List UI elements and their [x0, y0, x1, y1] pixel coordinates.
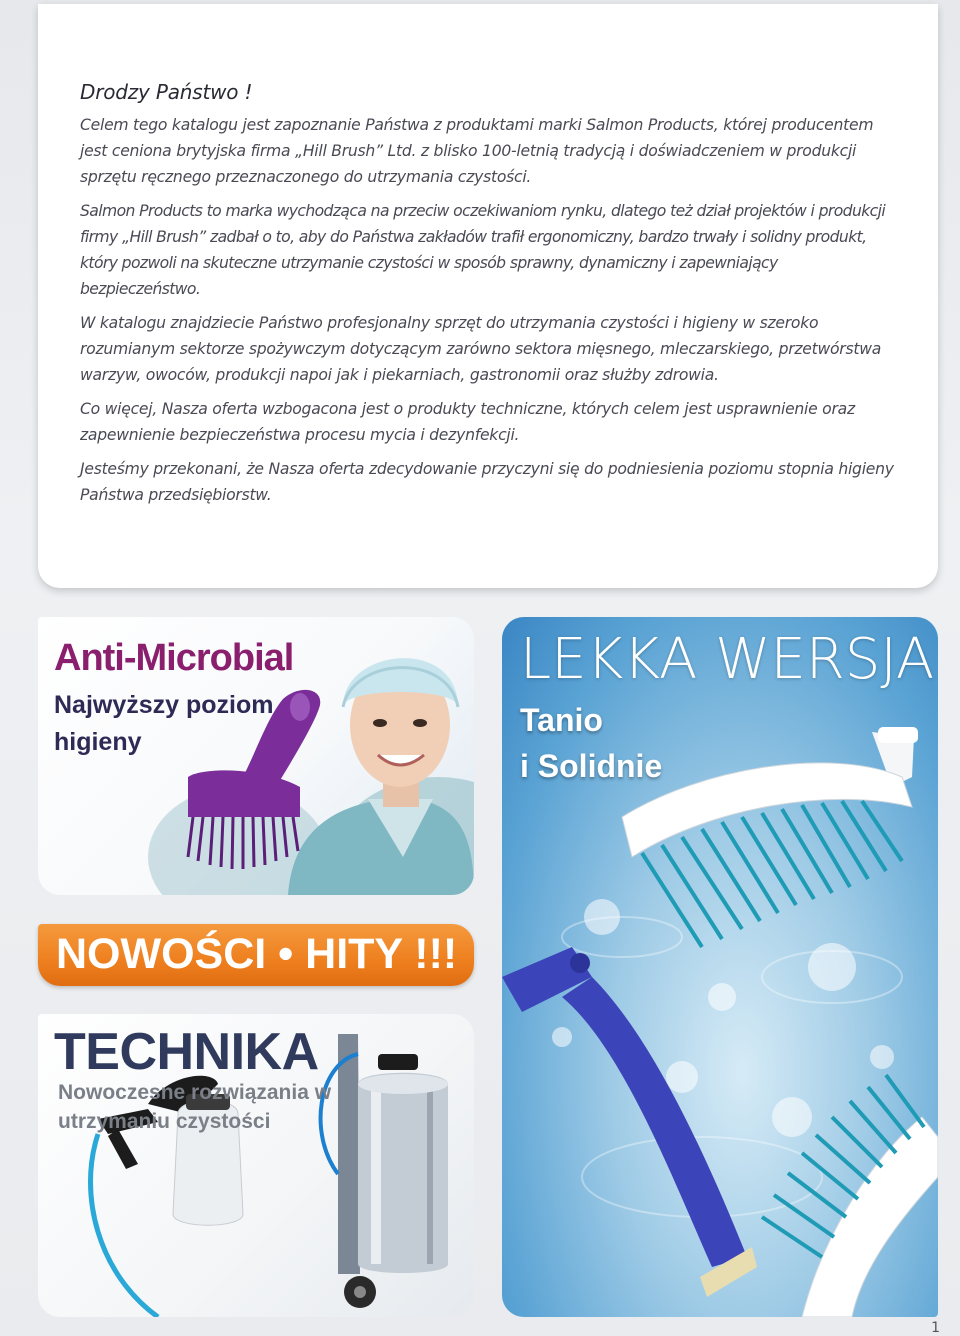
technika-tile[interactable]: [38, 1014, 474, 1317]
lekka-wersja-tile[interactable]: [502, 617, 938, 1317]
nowosci-hity-banner[interactable]: [38, 924, 474, 986]
technika-subtitle: Nowoczesne rozwiązania w utrzymaniu czystości: [58, 1081, 332, 1133]
technika-title: TECHNIKA: [54, 1023, 319, 1081]
letter-paragraph-3: W katalogu znajdziecie Państwo profesjonalny sprzęt do utrzymania czystości i higieny w szeroko rozumianym sektorze spożywczym dotyczącym zarówno sektora mięsnego, mleczarskiego, przetwórstwa warzyw, owoców, produkcji napoi jak i piekarniach, gastronomii oraz służby zdrowia.: [80, 314, 882, 384]
lekka-wersja-subtitle: [520, 697, 662, 789]
letter-paragraph-5: Jesteśmy przekonani, że Nasza oferta zdecydowanie przyczyni się do podniesienia poziomu stopnia higieny Państwa przedsiębiorstw.: [80, 460, 894, 504]
teal-broom-icon: [622, 727, 918, 947]
nowosci-hity-label: NOWOŚCI • HITY !!!: [56, 930, 458, 978]
letter-greeting: Drodzy Państwo !: [80, 80, 253, 104]
letter-paragraph-2: Salmon Products to marka wychodząca na przeciw oczekiwaniom rynku, dlatego też dział projektów i produkcji firmy „Hill Brush” zadbał o to, aby do Państwa zakładów trafił ergonomiczny, bardzo trwały i solidny produkt, który pozwoli na skuteczne utrzymanie czystości w sposób sprawny, dynamiczny i zapewniający bezpieczeństwo.: [80, 202, 886, 298]
letter-paragraph-4: Co więcej, Nasza oferta wzbogacona jest o produkty techniczne, których celem jest usprawnienie oraz zapewnienie bezpieczeństwa procesu mycia i dezynfekcji.: [80, 400, 855, 444]
lekka-wersja-title: LEKKA WERSJA: [520, 627, 935, 692]
intro-letter-card: [38, 4, 938, 588]
page-number: 1: [931, 1320, 940, 1336]
stainless-tank-icon: [321, 1034, 448, 1308]
letter-paragraph-1: Celem tego katalogu jest zapoznanie Państwa z produktami marki Salmon Products, której producentem jest ceniona brytyjska firma „Hill Brush” Ltd. z blisko 100-letnią tradycją i doświadczeniem w produkcji sprzętu ręcznego przeznaczonego do utrzymania czystości.: [80, 116, 874, 186]
anti-microbial-subtitle: Najwyższy poziom higieny: [54, 691, 274, 756]
anti-microbial-tile[interactable]: [38, 617, 474, 895]
lekka-wersja-subtitle-line-1: Tanio: [520, 702, 603, 738]
anti-microbial-title: Anti-Microbial: [54, 637, 294, 679]
lekka-wersja-subtitle-line-2: i Solidnie: [520, 748, 663, 784]
